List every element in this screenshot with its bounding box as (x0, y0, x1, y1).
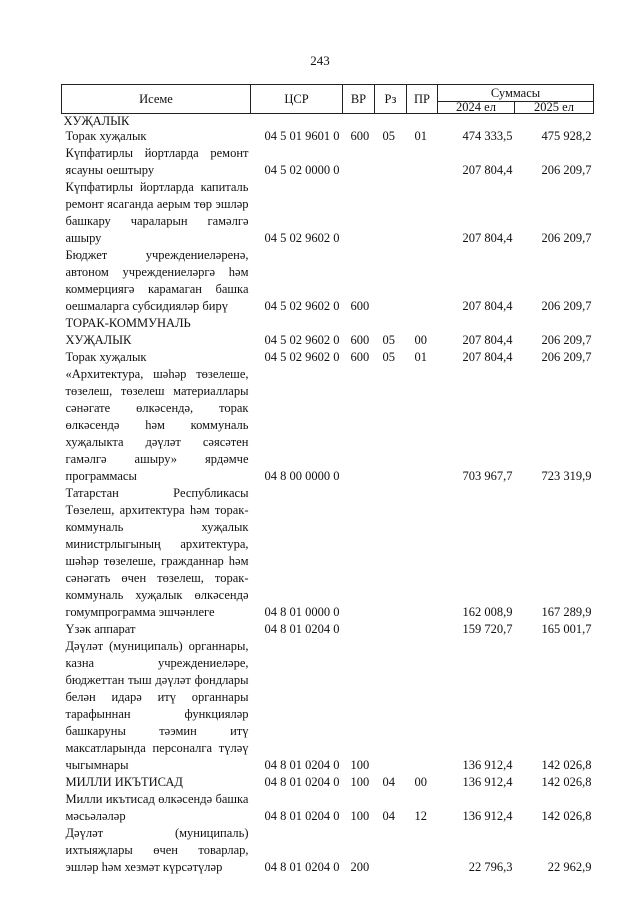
cell-pr (407, 825, 438, 876)
cell-y1: 207 804,4 (462, 231, 513, 245)
col-header-year-2024: 2024 ел (438, 102, 515, 114)
cell-csr: 04 8 01 0000 0 (264, 605, 340, 619)
cell-pr (407, 621, 438, 638)
cell-csr: 04 8 01 0204 0 (264, 809, 340, 823)
cell-vr (343, 621, 375, 638)
cell-y1 (438, 114, 515, 129)
page-number: 243 (310, 53, 330, 68)
cell-rz (375, 366, 407, 485)
cell-name: Бюджет учреждениеләренә, автоном учреждениеләргә һәм коммерциягә карамаган башка оешмаларга субсидияләр бирү (65, 248, 249, 313)
table-row (62, 366, 594, 485)
table-row (62, 247, 594, 315)
cell-y1: 207 804,4 (462, 350, 513, 364)
cell-pr: 00 (414, 333, 427, 347)
cell-y2: 22 962,9 (547, 860, 592, 874)
table-row (62, 128, 594, 145)
cell-csr: 04 8 00 0000 0 (264, 469, 340, 483)
cell-y1: 207 804,4 (462, 333, 513, 347)
cell-csr: 04 5 02 0000 0 (264, 163, 340, 177)
cell-vr: 100 (350, 758, 370, 772)
cell-pr: 00 (414, 775, 427, 789)
cell-rz: 05 (382, 350, 395, 364)
col-header-vr: ВР (343, 85, 375, 114)
col-header-sums: Суммасы (438, 85, 594, 102)
cell-y2 (515, 114, 594, 129)
cell-y2: 723 319,9 (541, 469, 592, 483)
cell-y1: 703 967,7 (462, 469, 513, 483)
cell-csr: 04 5 02 9602 0 (264, 299, 340, 313)
cell-pr (407, 366, 438, 485)
cell-rz: 05 (382, 129, 395, 143)
cell-name: Дәүләт (муниципаль) ихтыяҗлары өчен товарлар, эшләр һәм хезмәт күрсәтүләр (65, 826, 249, 874)
cell-name: ТОРАК-КОММУНАЛЬ ХУҖАЛЫК (65, 316, 191, 347)
cell-vr: 600 (350, 350, 370, 364)
col-header-name: Исеме (62, 85, 251, 114)
cell-pr (407, 145, 438, 179)
cell-rz: 04 (382, 809, 395, 823)
cell-csr: 04 5 01 9601 0 (264, 129, 340, 143)
cell-pr: 12 (414, 809, 427, 823)
cell-pr (407, 638, 438, 774)
cell-rz (375, 114, 407, 129)
table-row (62, 349, 594, 366)
cell-name: Торак хуҗалык (65, 129, 147, 143)
cell-vr (343, 366, 375, 485)
cell-name: «Архитектура, шәһәр төзелеше, төзелеш, төзелеш материаллары сәнәгате өлкәсендә, торак өлкәсендә һәм коммуналь хуҗалыкта дәүләт сәясәтен гамәлгә ашыру» ярдәмче программасы (65, 367, 249, 483)
cell-y2: 206 209,7 (541, 231, 592, 245)
cell-vr: 100 (350, 809, 370, 823)
cell-rz (375, 638, 407, 774)
cell-name: Күпфатирлы йортларда капиталь ремонт ясаганда аерым төр эшләр башкару чараларын гамәлгә ашыру (65, 180, 249, 245)
cell-csr: 04 5 02 9602 0 (264, 333, 340, 347)
cell-vr (343, 179, 375, 247)
cell-vr: 600 (350, 333, 370, 347)
cell-y2: 206 209,7 (541, 333, 592, 347)
table-row (62, 791, 594, 825)
cell-y1: 136 912,4 (462, 809, 513, 823)
cell-rz (375, 485, 407, 621)
cell-name: МИЛЛИ ИКЪТИСАД (65, 775, 183, 789)
budget-table (61, 84, 594, 876)
cell-vr: 100 (350, 775, 370, 789)
cell-name: Милли икътисад өлкәсендә башка мәсьәләләр (65, 792, 249, 823)
table-row (62, 114, 594, 129)
cell-csr (251, 114, 343, 129)
cell-y1: 207 804,4 (462, 163, 513, 177)
cell-name: Күпфатирлы йортларда ремонт ясауны оештыру (65, 146, 249, 177)
cell-rz (375, 145, 407, 179)
cell-name: Торак хуҗалык (65, 350, 147, 364)
cell-y1: 136 912,4 (462, 758, 513, 772)
col-header-year-2025: 2025 ел (515, 102, 594, 114)
cell-name: Дәүләт (муниципаль) органнары, казна учреждениеләре, бюджеттан тыш дәүләт фондлары белән идарә итү органнары тарафыннан функцияләр башкаруны тәэмин итү максатларында персоналга түләү чыгымнары (65, 639, 249, 772)
cell-y1: 22 796,3 (468, 860, 513, 874)
cell-csr: 04 5 02 9602 0 (264, 350, 340, 364)
cell-pr (407, 247, 438, 315)
cell-y2: 167 289,9 (541, 605, 592, 619)
cell-csr: 04 8 01 0204 0 (264, 622, 340, 636)
cell-y2: 142 026,8 (541, 809, 592, 823)
table-row (62, 638, 594, 774)
cell-y2: 165 001,7 (541, 622, 592, 636)
col-header-csr: ЦСР (251, 85, 343, 114)
cell-y1: 474 333,5 (462, 129, 513, 143)
cell-vr: 200 (350, 860, 370, 874)
cell-y1: 207 804,4 (462, 299, 513, 313)
cell-y2: 142 026,8 (541, 758, 592, 772)
cell-rz (375, 247, 407, 315)
table-row (62, 145, 594, 179)
cell-pr (407, 179, 438, 247)
table-row (62, 315, 594, 349)
cell-vr (343, 145, 375, 179)
cell-y2: 206 209,7 (541, 163, 592, 177)
cell-vr: 600 (350, 129, 370, 143)
cell-vr: 600 (350, 299, 370, 313)
cell-rz: 04 (382, 775, 395, 789)
cell-y2: 206 209,7 (541, 350, 592, 364)
table-row (62, 485, 594, 621)
cell-pr (407, 114, 438, 129)
cell-vr (343, 485, 375, 621)
cell-rz: 05 (382, 333, 395, 347)
col-header-rz: Рз (375, 85, 407, 114)
cell-pr (407, 485, 438, 621)
cell-csr: 04 5 02 9602 0 (264, 231, 340, 245)
table-row (62, 774, 594, 791)
table-row (62, 621, 594, 638)
cell-rz (375, 179, 407, 247)
cell-name: Үзәк аппарат (65, 622, 136, 636)
cell-rz (375, 621, 407, 638)
cell-csr: 04 8 01 0204 0 (264, 860, 340, 874)
cell-y2: 475 928,2 (541, 129, 592, 143)
cell-y1: 136 912,4 (462, 775, 513, 789)
cell-name: ХУҖАЛЫК (62, 114, 251, 129)
cell-pr: 01 (414, 350, 427, 364)
cell-pr: 01 (414, 129, 427, 143)
cell-rz (375, 825, 407, 876)
cell-y2: 142 026,8 (541, 775, 592, 789)
cell-name: Татарстан Республикасы Төзелеш, архитектура һәм торак-коммуналь хуҗалык министрлыгының архитектура, шәһәр төзелеше, гражданнар һәм сәнәгать өчен төзелеш, торак-коммуналь хуҗалык өлкәсендә гомумпрограмма эшчәнлеге (65, 486, 249, 619)
cell-csr: 04 8 01 0204 0 (264, 775, 340, 789)
table-row (62, 179, 594, 247)
cell-y1: 162 008,9 (462, 605, 513, 619)
table-row (62, 825, 594, 876)
cell-vr (343, 114, 375, 129)
col-header-pr: ПР (407, 85, 438, 114)
cell-csr: 04 8 01 0204 0 (264, 758, 340, 772)
cell-y1: 159 720,7 (462, 622, 513, 636)
cell-y2: 206 209,7 (541, 299, 592, 313)
